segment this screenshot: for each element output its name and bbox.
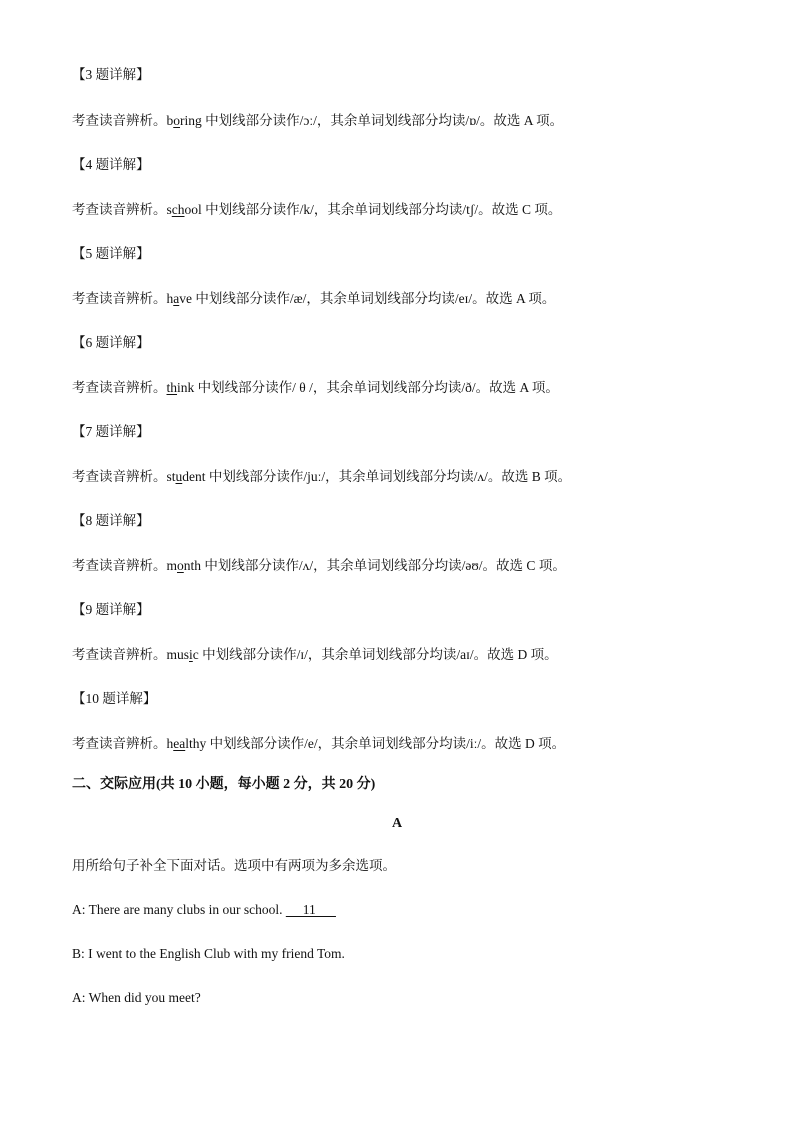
item-7-explanation [72, 468, 734, 486]
section-title: 二、交际应用(共 10 小题，每小题 2 分，共 20 分) [72, 777, 376, 792]
explanation-text: 中划线部分读作/e/，其余单词划线部分均读/iː/。故选 D 项。 [206, 736, 566, 751]
word-part: lthy [185, 736, 207, 751]
word-part: h [166, 736, 174, 751]
word-part: ool [184, 202, 202, 217]
explanation-text: 中划线部分读作/ʌ/，其余单词划线部分均读/əʊ/。故选 C 项。 [201, 558, 566, 573]
item-6-explanation [72, 379, 734, 397]
dialog-text: A: When did you meet? [72, 990, 201, 1005]
item-5-header: 【5 题详解】 [72, 246, 150, 261]
word-part: m [166, 558, 178, 573]
word-part: h [166, 291, 174, 306]
item-8-header: 【8 题详解】 [72, 513, 150, 528]
item-4-header: 【4 题详解】 [72, 157, 150, 172]
item-9-header: 【9 题详解】 [72, 602, 150, 617]
explanation-prefix: 考查读音辨析。 [72, 380, 167, 395]
explanation-prefix: 考查读音辨析。 [72, 113, 167, 128]
word-part: b [166, 113, 174, 128]
dialog-text: B: I went to the English Club with my friend Tom. [72, 946, 345, 961]
item-10-explanation [72, 735, 734, 753]
underlined-letters: th [166, 380, 178, 395]
underlined-letters: a [173, 291, 180, 306]
underlined-letters: ea [173, 736, 186, 751]
explanation-text: 中划线部分读作/ɔː/，其余单词划线部分均读/ɒ/。故选 A 项。 [201, 113, 564, 128]
word-part: ink [177, 380, 195, 395]
item-6-header: 【6 题详解】 [72, 335, 150, 350]
part-label: A [391, 816, 403, 831]
word-part: nth [183, 558, 202, 573]
item-3-explanation [72, 112, 734, 130]
word-part: st [166, 469, 176, 484]
item-7-header: 【7 题详解】 [72, 424, 150, 439]
explanation-text: 中划线部分读作/æ/，其余单词划线部分均读/eɪ/。故选 A 项。 [192, 291, 556, 306]
dialog-text: A: There are many clubs in our school. [72, 902, 286, 917]
word-part: dent [182, 469, 206, 484]
explanation-prefix: 考查读音辨析。 [72, 291, 167, 306]
explanation-text: 中划线部分读作/ɪ/，其余单词划线部分均读/aɪ/。故选 D 项。 [198, 647, 558, 662]
underlined-letters: u [175, 469, 183, 484]
answer-blank-11: 11 [285, 902, 336, 917]
item-8-explanation [72, 557, 734, 575]
item-5-explanation [72, 290, 734, 308]
dialog-line [72, 945, 734, 963]
underlined-letters: ch [171, 202, 185, 217]
item-10-header: 【10 题详解】 [72, 691, 157, 706]
underlined-letters: o [177, 558, 184, 573]
explanation-prefix: 考查读音辨析。 [72, 736, 167, 751]
explanation-text: 中划线部分读作/ θ /，其余单词划线部分均读/ð/。故选 A 项。 [194, 380, 559, 395]
explanation-prefix: 考查读音辨析。 [72, 647, 167, 662]
underlined-letters: i [189, 647, 193, 662]
underlined-letters: o [173, 113, 180, 128]
explanation-prefix: 考查读音辨析。 [72, 469, 167, 484]
dialog-line [72, 989, 734, 1007]
item-4-explanation [72, 201, 734, 219]
explanation-prefix: 考查读音辨析。 [72, 202, 167, 217]
explanation-text: 中划线部分读作/juː/，其余单词划线部分均读/ʌ/。故选 B 项。 [205, 469, 572, 484]
dialog-line [72, 901, 734, 919]
word-part: mus [166, 647, 190, 662]
instruction-text: 用所给句子补全下面对话。选项中有两项为多余选项。 [72, 858, 396, 873]
explanation-text: 中划线部分读作/k/，其余单词划线部分均读/tʃ/。故选 C 项。 [201, 202, 562, 217]
word-part: ring [180, 113, 202, 128]
item-3-header: 【3 题详解】 [72, 67, 150, 82]
word-part: ve [179, 291, 192, 306]
item-9-explanation [72, 646, 734, 664]
word-part: c [192, 647, 199, 662]
explanation-prefix: 考查读音辨析。 [72, 558, 167, 573]
word-part: s [166, 202, 172, 217]
